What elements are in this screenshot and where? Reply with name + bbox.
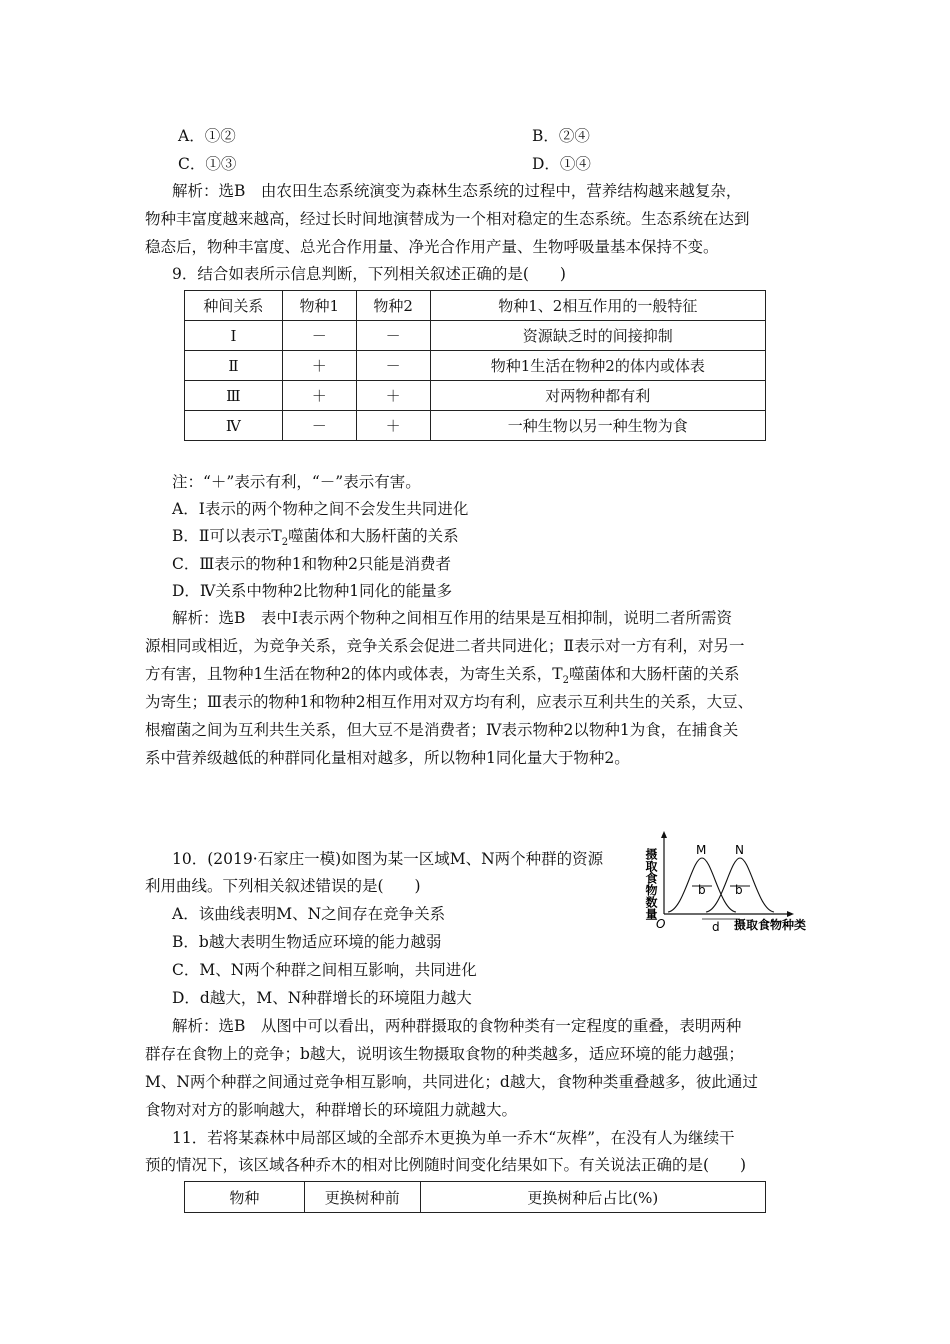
q9-explanation-line-2: 源相同或相近，为竞争关系，竞争关系会促进二者共同进化；Ⅱ表示对一方有利，对另一 bbox=[145, 637, 745, 655]
table-cell: 一种生物以另一种生物为食 bbox=[430, 411, 765, 441]
q9-explanation-line-3 bbox=[145, 662, 739, 686]
q10-option-a: A．该曲线表明M、N之间存在竞争关系 bbox=[172, 905, 446, 923]
table-cell: ＋ bbox=[282, 381, 356, 411]
table-cell: Ⅱ bbox=[185, 351, 283, 381]
table-cell: ＋ bbox=[282, 351, 356, 381]
label-m: M bbox=[696, 843, 707, 857]
q9-explanation-line-4: 为寄生；Ⅲ表示的物种1和物种2相互作用对双方均有利，应表示互利共生的关系，大豆、 bbox=[145, 693, 754, 711]
q9-header-cell: 物种2 bbox=[356, 291, 430, 321]
q11-stem-line-2: 预的情况下，该区域各种乔木的相对比例随时间变化结果如下。有关说法正确的是( ) bbox=[145, 1156, 747, 1174]
q10-option-c: C．M、N两个种群之间相互影响，共同进化 bbox=[172, 961, 477, 979]
label-b-m: b bbox=[698, 883, 706, 897]
q9-option-b bbox=[172, 524, 459, 548]
q10-explanation-line-2: 群存在食物上的竞争；b越大，说明该生物摄取食物的种类越多，适应环境的能力越强； bbox=[145, 1045, 744, 1063]
q8-explanation-line-2: 物种丰富度越来越高，经过长时间地演替成为一个相对稳定的生态系统。生态系统在达到 bbox=[145, 210, 750, 228]
q9-explanation-line-3-end: 噬菌体和大肠杆菌的关系 bbox=[568, 665, 740, 683]
q10-explanation-line-4: 食物对对方的影响越大，种群增长的环境阻力就越大。 bbox=[145, 1101, 518, 1119]
label-n: N bbox=[735, 843, 744, 857]
q11-stem-line-1: 11．若将某森林中局部区域的全部乔木更换为单一乔木“灰桦”，在没有人为继续干 bbox=[172, 1129, 735, 1147]
q11-header-cell: 更换树种前 bbox=[304, 1182, 420, 1213]
q9-option-b-subscript: 2 bbox=[281, 537, 289, 549]
q9-option-b-text: B．Ⅱ可以表示T bbox=[172, 527, 282, 545]
table-cell: ＋ bbox=[356, 381, 430, 411]
q9-table bbox=[184, 290, 766, 441]
figure-xlabel: 摄取食物种类 bbox=[734, 918, 807, 932]
table-cell: ＋ bbox=[356, 411, 430, 441]
figure-ylabel: 摄取食物数量 bbox=[644, 848, 658, 920]
q9-explanation-line-1: 解析：选B 表中Ⅰ表示两个物种之间相互作用的结果是互相抑制，说明二者所需资 bbox=[172, 609, 733, 627]
q10-option-d: D．d越大，M、N种群增长的环境阻力越大 bbox=[172, 989, 472, 1007]
table-row bbox=[185, 321, 766, 351]
label-b-n: b bbox=[735, 883, 743, 897]
label-d: d bbox=[712, 920, 720, 934]
q10-stem-line-2: 利用曲线。下列相关叙述错误的是( ) bbox=[145, 877, 421, 895]
q10-explanation-line-1: 解析：选B 从图中可以看出，两种群摄取的食物种类有一定程度的重叠，表明两种 bbox=[172, 1017, 742, 1035]
q9-explanation-subscript: 2 bbox=[562, 675, 569, 687]
q10-explanation-line-3: M、N两个种群之间通过竞争相互影响，共同进化；d越大，食物种类重叠越多，彼此通过 bbox=[145, 1073, 758, 1091]
table-cell: 资源缺乏时的间接抑制 bbox=[430, 321, 765, 351]
q9-option-d: D．Ⅳ关系中物种2比物种1同化的能量多 bbox=[172, 582, 453, 600]
table-row bbox=[185, 351, 766, 381]
q8-explanation-line-1: 解析：选B 由农田生态系统演变为森林生态系统的过程中，营养结构越来越复杂， bbox=[172, 182, 742, 200]
q9-explanation-line-3-text: 方有害，且物种1生活在物种2的体内或体表，为寄生关系，T bbox=[145, 665, 563, 683]
q10-stem-line-1: 10．(2019·石家庄一模)如图为某一区域M、N两个种群的资源 bbox=[172, 850, 604, 868]
q8-option-d: D．①④ bbox=[532, 155, 591, 173]
table-cell: 物种1生活在物种2的体内或体表 bbox=[430, 351, 765, 381]
table-cell: － bbox=[356, 321, 430, 351]
table-cell: － bbox=[282, 411, 356, 441]
table-cell: － bbox=[282, 321, 356, 351]
table-cell: 对两物种都有利 bbox=[430, 381, 765, 411]
figure-y-arrow bbox=[661, 831, 667, 838]
q11-header-cell: 物种 bbox=[185, 1182, 305, 1213]
q11-table-header bbox=[185, 1182, 766, 1213]
table-cell: Ⅰ bbox=[185, 321, 283, 351]
q9-explanation-line-5: 根瘤菌之间为互利共生关系，但大豆不是消费者；Ⅳ表示物种2以物种1为食，在捕食关 bbox=[145, 721, 739, 739]
q8-option-b: B．②④ bbox=[532, 127, 590, 145]
figure-x-arrow bbox=[787, 911, 794, 917]
q9-option-b-text-end: 噬菌体和大肠杆菌的关系 bbox=[288, 527, 459, 545]
q8-explanation-line-3: 稳态后，物种丰富度、总光合作用量、净光合作用产量、生物呼吸量基本保持不变。 bbox=[145, 238, 719, 256]
q9-explanation-line-6: 系中营养级越低的种群同化量相对越多，所以物种1同化量大于物种2。 bbox=[145, 749, 630, 767]
table-row bbox=[185, 411, 766, 441]
q9-stem: 9．结合如表所示信息判断，下列相关叙述正确的是( ) bbox=[172, 265, 566, 283]
table-cell: Ⅳ bbox=[185, 411, 283, 441]
q10-figure bbox=[640, 828, 820, 938]
table-row bbox=[185, 381, 766, 411]
table-cell: － bbox=[356, 351, 430, 381]
q9-header-cell: 物种1、2相互作用的一般特征 bbox=[430, 291, 765, 321]
q11-table bbox=[184, 1181, 766, 1213]
q9-header-cell: 种间关系 bbox=[185, 291, 283, 321]
q9-option-a: A．Ⅰ表示的两个物种之间不会发生共同进化 bbox=[172, 500, 469, 518]
figure-origin: O bbox=[656, 917, 666, 931]
q9-header-cell: 物种1 bbox=[282, 291, 356, 321]
q8-option-c: C．①③ bbox=[178, 155, 237, 173]
q9-table-header bbox=[185, 291, 766, 321]
q8-option-a: A．①② bbox=[178, 127, 236, 145]
table-cell: Ⅲ bbox=[185, 381, 283, 411]
q9-option-c: C．Ⅲ表示的物种1和物种2只能是消费者 bbox=[172, 555, 452, 573]
q11-header-cell: 更换树种后占比(%) bbox=[420, 1182, 765, 1213]
q9-note: 注：“＋”表示有利，“－”表示有害。 bbox=[172, 473, 421, 491]
q10-option-b: B．b越大表明生物适应环境的能力越弱 bbox=[172, 933, 442, 951]
